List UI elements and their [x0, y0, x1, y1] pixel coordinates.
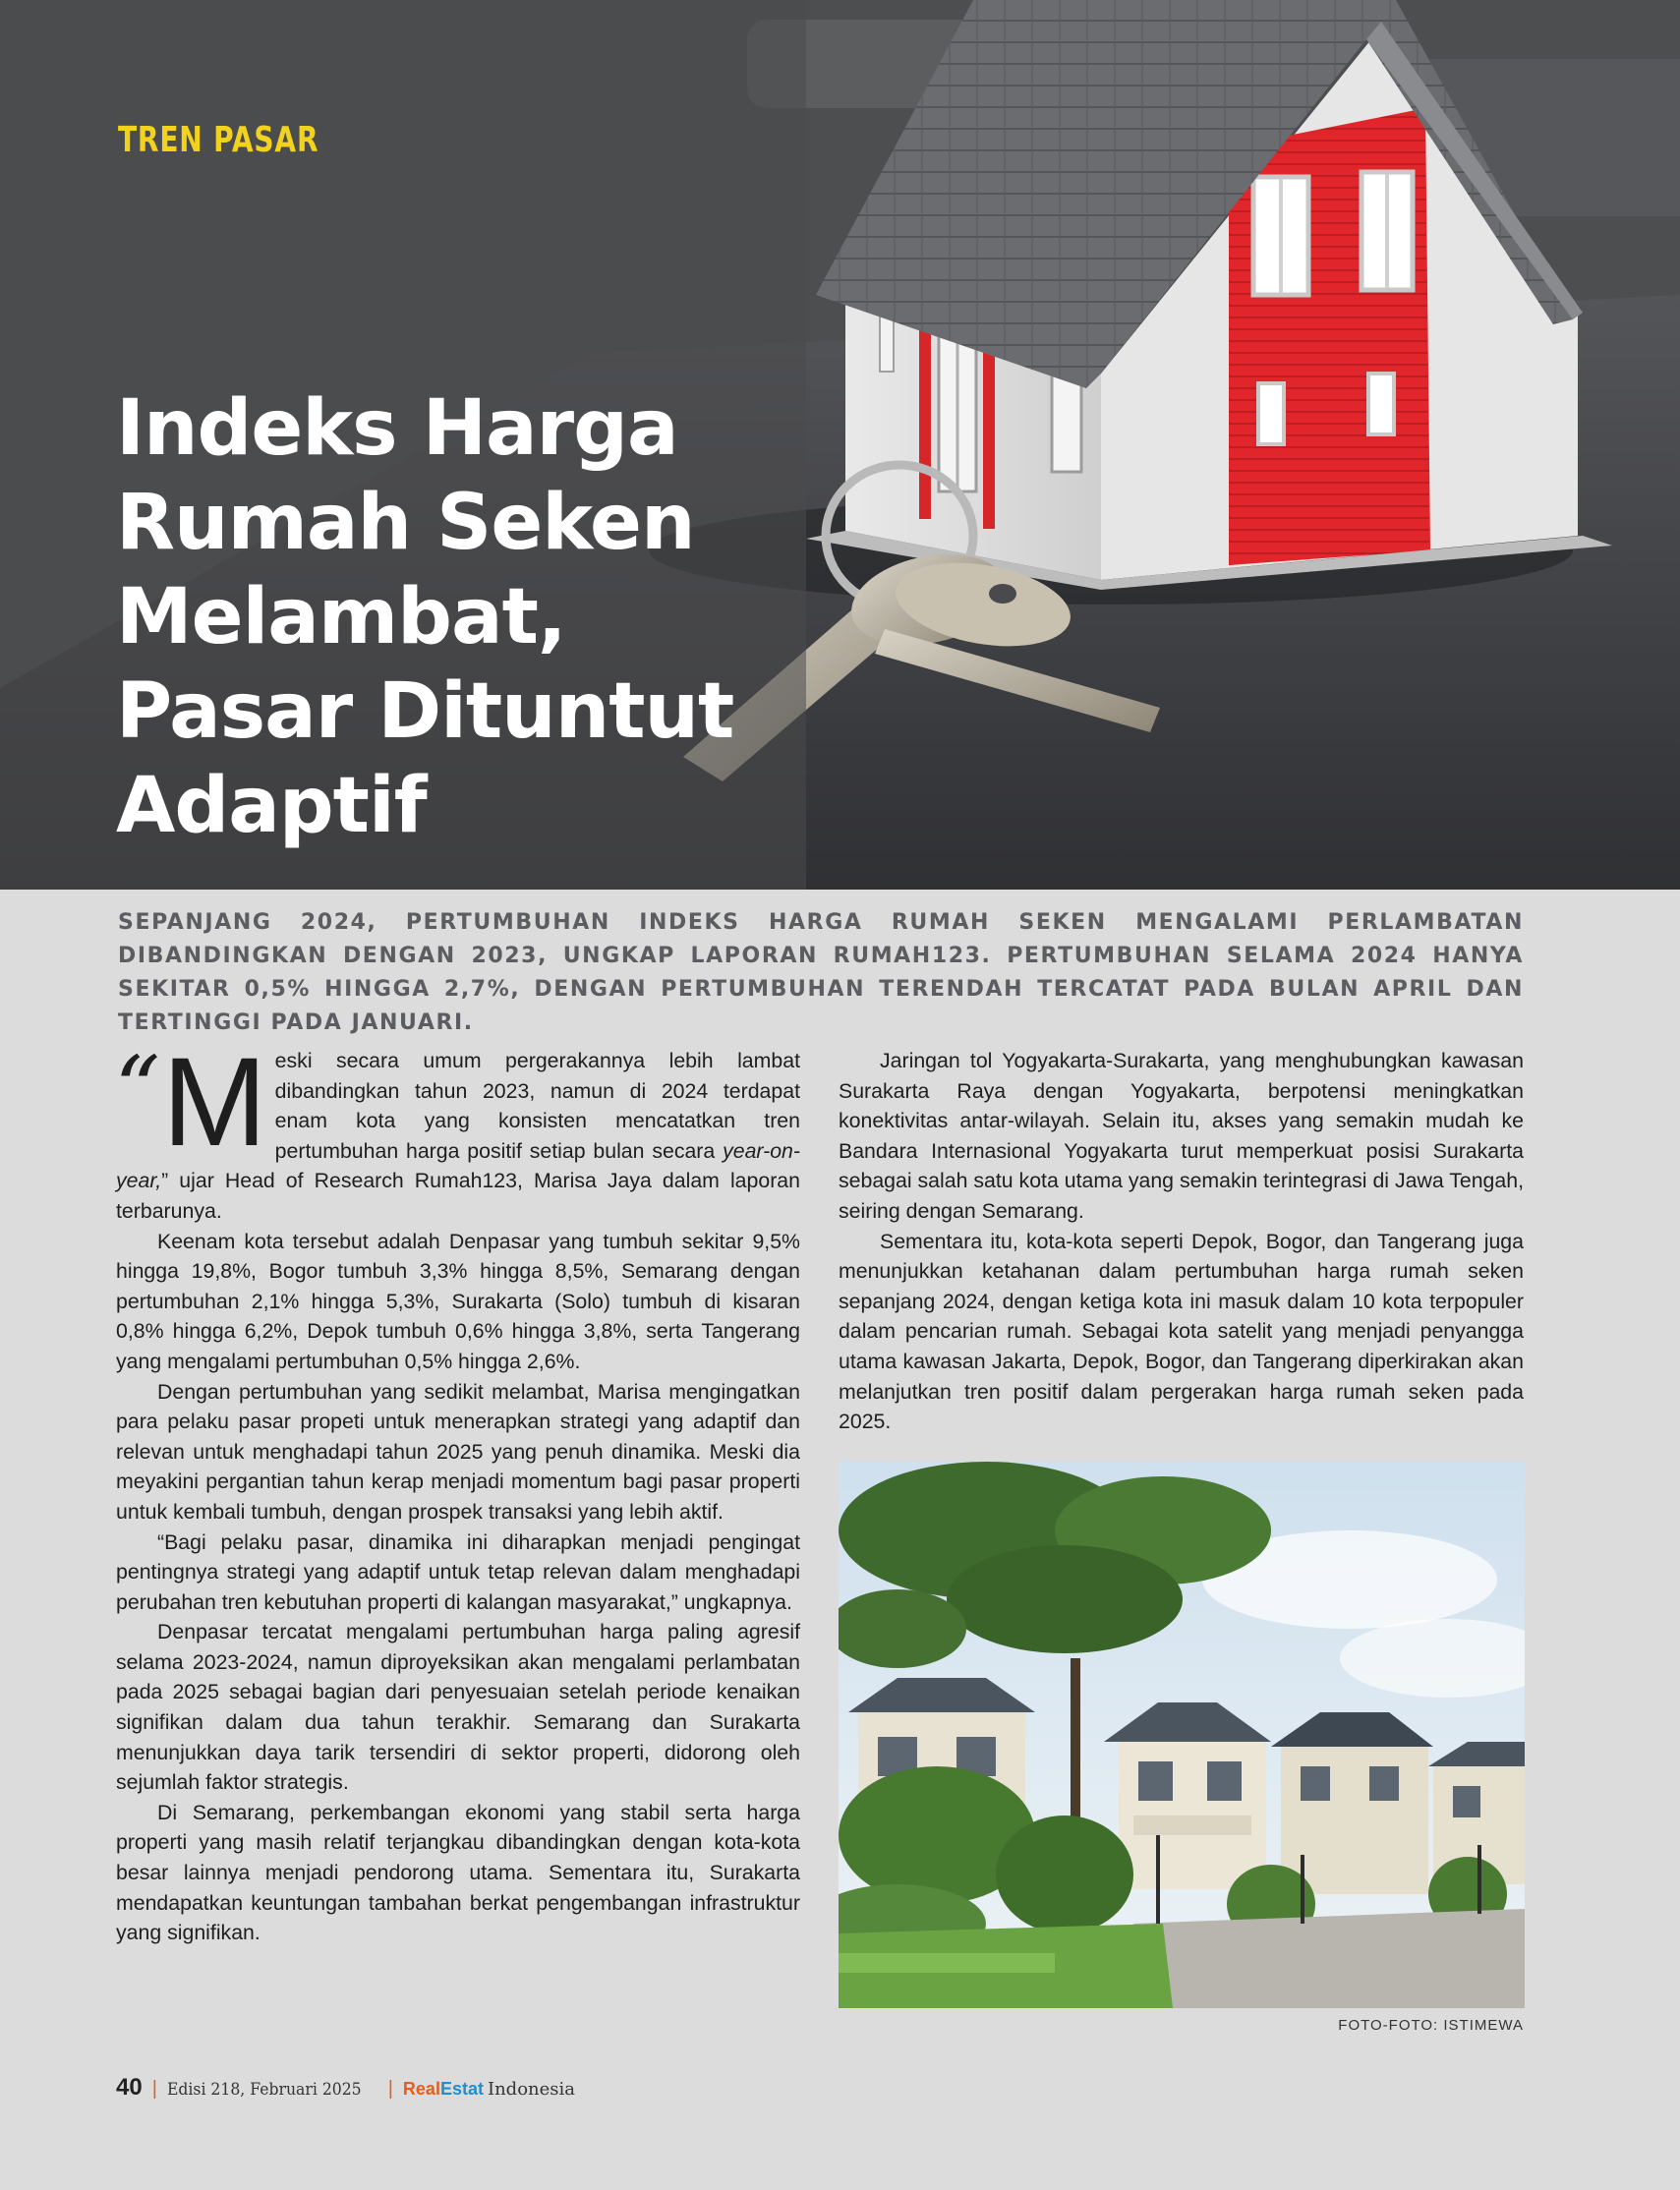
- body-paragraph: Dengan pertumbuhan yang sedikit melambat, Marisa mengingatkan para pelaku pasar propeti untuk menerapkan strategi yang adaptif dan relevan untuk menghadapi tahun 2025 yang penuh dinamika. Meski dia meyakini pergantian tahun kerap menjadi momentum bagi pasar properti untuk kembali tumbuh, dengan prospek transaksi yang lebih aktif.: [116, 1379, 800, 1524]
- hero-banner: [0, 0, 1680, 890]
- opening-text-end: ” ujar Head of Research Rumah123, Marisa Jaya dalam laporan terbarunya.: [116, 1169, 800, 1223]
- photo-credit: FOTO-FOTO: ISTIMEWA: [1338, 2017, 1524, 2034]
- body-paragraph: Denpasar tercatat mengalami pertumbuhan harga paling agresif selama 2023-2024, namun diproyeksikan akan mengalami perlambatan pada 2025 sebagai bagian dari penyesuaian setelah periode kenaikan signifikan dalam dua tahun terakhir. Semarang dan Surakarta menunjukkan daya tarik tersendiri di sektor properti, didorong oleh sejumlah faktor strategis.: [116, 1620, 800, 1795]
- headline-line: Indeks Harga: [116, 384, 678, 473]
- article-column-left: [114, 1032, 800, 1948]
- headline-line: Rumah Seken: [116, 479, 695, 567]
- footer-separator: |: [151, 2078, 157, 2100]
- brand-name-estat: Estat: [439, 2079, 484, 2099]
- article-column-right: [839, 1046, 1524, 1437]
- edition-info: Edisi 218, Februari 2025: [166, 2080, 362, 2100]
- opening-paragraph: [114, 1032, 800, 1227]
- opening-italic: year-on-year,: [116, 1138, 800, 1193]
- footer-separator: |: [387, 2078, 393, 2100]
- body-paragraph: Keenam kota tersebut adalah Denpasar yang tumbuh sekitar 9,5% hingga 19,8%, Bogor tumbuh 3,3% hingga 8,5%, Semarang dengan pertumbuhan 2,1% hingga 5,3%, Surakarta (Solo) tumbuh di kisaran 0,8% hingga 6,2%, Depok tumbuh 0,6% hingga 3,8%, serta Tangerang yang mengalami pertumbuhan 0,5% hingga 2,6%.: [116, 1229, 800, 1373]
- body-paragraph: Sementara itu, kota-kota seperti Depok, Bogor, dan Tangerang juga menunjukkan ketahanan dalam pertumbuhan harga rumah seken sepanjang 2024, dengan ketiga kota ini masuk dalam 10 kota terpopuler dalam pencarian rumah. Sebagai kota satelit yang menjadi penyangga utama kawasan Jakarta, Depok, Bogor, dan Tangerang diperkirakan akan melanjutkan tren positif dalam pergerakan harga rumah seken pada 2025.: [839, 1229, 1524, 1434]
- section-label: TREN PASAR: [118, 120, 319, 160]
- opening-text: eski secara umum pergerakannya lebih lambat dibandingkan tahun 2023, namun di 2024 terdapat enam kota yang konsisten mencatatkan tren pertumbuhan harga positif setiap bulan secara: [274, 1049, 800, 1163]
- headline-line: Pasar Dituntut: [116, 667, 734, 756]
- brand-name-indonesia: Indonesia: [487, 2079, 576, 2100]
- housing-estate-photo: [839, 1462, 1525, 2008]
- brand-name-real: Real: [402, 2079, 440, 2099]
- body-paragraph: Jaringan tol Yogyakarta-Surakarta, yang menghubungkan kawasan Surakarta Raya dengan Yogyakarta, berpotensi meningkatkan konektivitas antar-wilayah. Selain itu, akses yang semakin mudah ke Bandara Internasional Yogyakarta turut memperkuat posisi Surakarta sebagai salah satu kota utama yang semakin terintegrasi di Jawa Tengah, seiring dengan Semarang.: [839, 1049, 1524, 1223]
- quote-mark: “: [114, 1037, 161, 1142]
- headline-line: Adaptif: [116, 762, 427, 850]
- page-footer: [116, 2074, 575, 2107]
- page-number: 40: [116, 2074, 143, 2101]
- article-lead: SEPANJANG 2024, PERTUMBUHAN INDEKS HARGA RUMAH SEKEN MENGALAMI PERLAMBATAN DIBANDINGKAN DENGAN 2023, UNGKAP LAPORAN RUMAH123. PERTUMBUHAN SELAMA 2024 HANYA SEKITAR 0,5% HINGGA 2,7%, DENGAN PERTUMBUHAN TERENDAH TERCATAT PADA BULAN APRIL DAN TERTINGGI PADA JANUARI.: [118, 910, 1524, 1035]
- body-paragraph: Di Semarang, perkembangan ekonomi yang stabil serta harga properti yang masih relatif terjangkau dibandingkan dengan kota-kota besar lainnya menjadi pendorong utama. Sementara itu, Surakarta mendapatkan keuntungan tambahan berkat pengembangan infrastruktur yang signifikan.: [116, 1800, 800, 1945]
- headline-line: Melambat,: [116, 573, 566, 662]
- dropcap: M: [162, 1032, 267, 1173]
- body-paragraph: “Bagi pelaku pasar, dinamika ini diharapkan menjadi pengingat pentingnya strategi yang adaptif untuk tetap relevan dalam menghadapi perubahan tren kebutuhan properti di kalangan masyarakat,” ungkapnya.: [116, 1529, 800, 1614]
- article-headline: [116, 381, 863, 853]
